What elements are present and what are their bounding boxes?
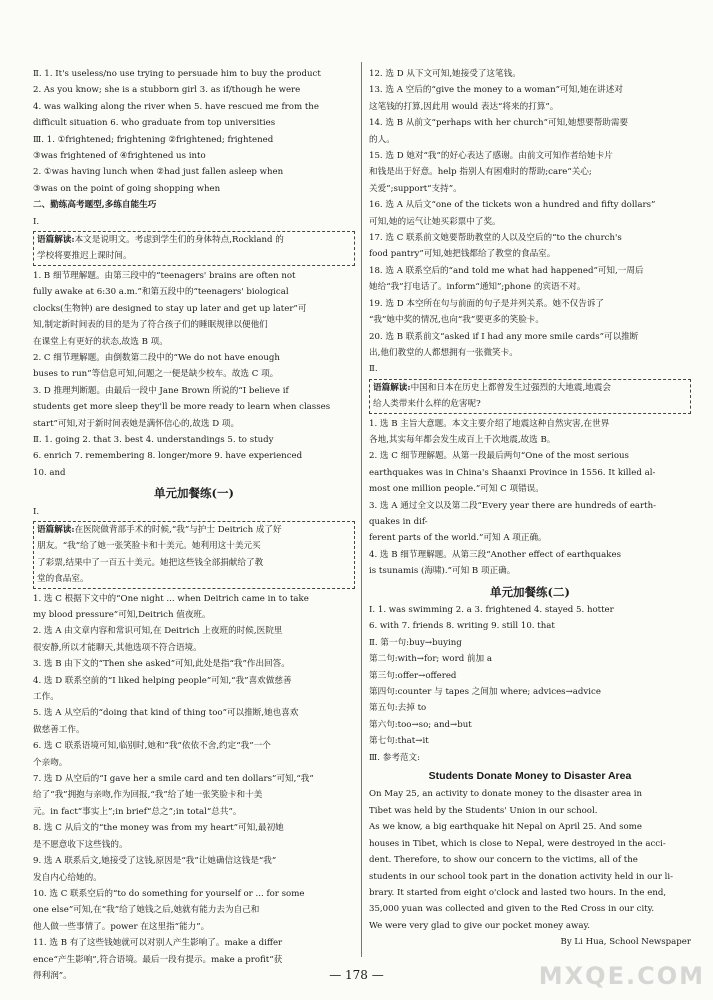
answers-block-5 [369,602,691,766]
answer-line: 16. 选 A 从后文“one of the tickets won a hundred and fifty dollars” [369,200,656,211]
essay-title: Students Donate Money to Disaster Area [428,770,632,783]
answer-line: food pantry”可知,她把钱都给了教堂的食品室。 [369,249,556,260]
roman-heading: Ⅰ. [33,216,40,227]
text-line: ③was frightened of ④frightened us into [33,151,206,162]
answer-line: 在课堂上有更好的状态,故选 B 项。 [33,336,168,347]
answer-line: 他人做一些事情了。power 在这里指“能力”。 [33,921,210,932]
answer-line: 2. 选 C 细节理解题。从第一段最后两句“One of the most serious [369,451,629,462]
answer-line: 工作。 [33,692,59,703]
left-column [33,66,355,984]
text-line: difficult situation 6. who graduate from top universities [33,118,276,129]
text-line: 4. was walking along the river when 5. have rescued me from the [33,101,319,112]
answer-line: 6. enrich 7. remembering 8. longer/more 9. have experienced [33,451,303,462]
answer-line: 1. 选 B 主旨大意题。本文主要介绍了地震这种自然灾害,在世界 [369,418,610,429]
answers-block-3 [369,66,691,378]
answer-line: one else”可知,在“我”给了她钱之后,她就有能力去为自己和 [33,905,260,916]
answer-line: 5. 选 A 从空后的“doing that kind of thing too”可以推断,她也喜欢 [33,708,299,719]
answer-line: 第七句:that→it [369,736,429,747]
answer-line: Ⅱ. 1. going 2. that 3. best 4. understandings 5. to study [33,434,274,445]
passage-note-text [37,525,351,588]
answer-line: 可知,她的运气让她买彩票中了奖。 [369,216,501,227]
answer-line: 17. 选 C 联系前文她要帮助教堂的人以及空后的“to the church's [369,233,622,244]
right-column [369,66,691,951]
answer-line: 得利润”。 [33,970,72,981]
answer-line: 做慈善工作。 [33,724,85,735]
answer-line: Ⅰ. 1. was swimming 2. a 3. frightened 4. stayed 5. hotter [369,605,614,615]
answer-line: 出,他们教堂的人都想拥有一张微笑卡。 [369,347,518,358]
note-line: 给人类带来什么样的危害呢? [373,399,481,410]
answer-line: earthquakes was in China's Shaanxi Province in 1556. It killed al- [369,467,656,478]
answer-line: 4. 选 B 细节理解题。从第三段“Another effect of earthquakes [369,549,621,560]
answer-line: 11. 选 B 有了这些钱她就可以对别人产生影响了。make a differ [33,938,283,949]
note-line: 中国和日本在历史上都曾发生过强烈的大地震,地震会 [410,382,611,393]
page-number: — 178 — [329,968,384,982]
answer-line: 12. 选 D 从下文可知,她接受了这笔钱。 [369,69,521,79]
answer-line: 10. and [33,467,66,478]
passage-note-box-2 [33,521,355,589]
answers-block-4 [369,416,691,580]
column-divider [361,62,362,957]
answer-line: 10. 选 C 联系空后的“to do something for yourself or ... for some [33,888,305,899]
answer-line: Ⅱ. [369,364,378,375]
essay-line: 35,000 yuan was collected and given to the Red Cross in our city. [369,904,655,915]
answer-line: 第五句:去掉 to [369,703,427,714]
note-line: 在医院做背部手术的时候,“我”与护士 Deitrich 成了好 [74,524,282,535]
answer-line: 3. 选 A 通过全文以及第二段“Every year there are hundreds of earth- [369,500,657,511]
essay-line: dent. Therefore, to show our concern to the victims, all of the [369,855,638,866]
roman-heading: Ⅰ. [33,506,40,517]
answer-line: 她给“我”打电话了。inform“通知”;phone 的宾语不对。 [369,282,586,293]
answer-line: 的人。 [369,134,395,145]
essay-signature: By Li Hua, School Newspaper [560,937,691,948]
answer-line: 18. 选 A 联系空后的“and told me what had happened”可知,一周后 [369,265,644,276]
essay-line: Tibet was held by the Students' Union in our school. [369,805,598,816]
answer-line: “我”她中奖的情况,也向“我”要更多的笑脸卡。 [369,315,544,326]
answer-line: buses to run”等信息可知,问题之一便是缺少校车。故选 C 项。 [33,369,279,380]
section-title-2: 单元加餐练(二) [490,584,570,599]
answer-line: 14. 选 B 从前文“perhaps with her church”可知,她想要帮助需要 [369,118,629,129]
answer-line: 3. D 推理判断题。由最后一段中 Jane Brown 所说的“I believe if [33,385,289,396]
essay-line: We were very glad to give our pocket money away. [369,920,590,931]
answer-line: 各地,其实每年都会发生成百上千次地震,故选 B。 [369,434,556,445]
left-pre-block [33,66,355,197]
text-line: ③was on the point of going shopping when [33,183,221,194]
answer-line: 20. 选 B 联系前文“asked if I had any more smile cards”可以推断 [369,331,639,342]
text-line: 2. As you know; she is a stubborn girl 3. as if/though he were [33,85,301,96]
answer-line: ferent parts of the world.”可知 A 项正确。 [369,533,547,544]
answer-line: 和钱是出于好意。help 指别人有困难时的帮助;care“关心; [369,167,592,178]
passage-note-label: 语篇解读: [37,524,75,535]
answer-line: 给了“我”拥抱与亲吻,作为回报,“我”给了她一张笑脸卡和十美 [33,790,263,801]
answer-line: 第三句:offer→offered [369,670,457,681]
answers-block-1 [33,268,355,481]
answer-line: 2. 选 A 由文章内容和常识可知,在 Deitrich 上夜班的时候,医院里 [33,626,283,637]
note-line: 堂的食品室。 [37,574,89,585]
text-line: Ⅲ. 1. ①frightened; frightening ②frightened; frightened [33,134,274,145]
answer-line: 第六句:too→so; and→but [369,719,472,730]
note-line: 朋友。“我”给了她一张笑脸卡和十美元。她利用这十美元买 [37,541,261,552]
note-line: 本文是说明文。考虑到学生们的身体特点,Rockland 的 [74,235,284,246]
answer-line: 这笔钱的打算,因此用 would 表达“将来的打算”。 [369,101,559,112]
essay-line: As we know, a big earthquake hit Nepal on April 25. And some [369,822,642,833]
answer-line: 第二句:with→for; word 前加 a [369,654,492,665]
answer-line: 19. 选 D 本空所在句与前面的句子是并列关系。她不仅告诉了 [369,298,605,309]
answer-line: students get more sleep they'll be more ready to learn when classes [33,402,331,413]
answer-line: 6. with 7. friends 8. writing 9. still 10. that [369,621,555,632]
section-title-1: 单元加餐练(一) [154,486,234,501]
answer-line: ence“产生影响”,符合语境。最后一段有提示。make a profit“获 [33,954,283,965]
essay-line: houses in Tibet, which is close to Nepal, were destroyed in the acci- [369,838,666,849]
answer-line: 1. 选 C 根据下文中的“One night ... when Deitrich came in to take [33,593,309,604]
answer-line: fully awake at 6:30 a.m.”和第五段中的“teenagers' biological [33,287,289,298]
answer-line: quakes in dif- [369,516,428,527]
text-line: 2. ①was having lunch when ②had just fallen asleep when [33,167,284,178]
passage-note-text [37,235,351,265]
answer-line: 1. B 细节理解题。由第三段中的“teenagers' brains are often not [33,270,296,281]
passage-note-box-1 [33,231,355,266]
answer-line: 4. 选 D 联系空前的“I liked helping people”可知,“我”喜欢做慈善 [33,675,292,686]
answer-line: 8. 选 C 从后文的“the money was from my heart”可知,最初她 [33,823,284,834]
answer-line: Ⅱ. 第一句:buy→buying [369,637,462,648]
answer-line: 个亲吻。 [33,757,68,768]
note-line: 学校将要推迟上课时间。 [37,251,132,262]
answer-line: 发自内心给她的。 [33,872,102,883]
answer-line: 第四句:counter 与 tapes 之间加 where; advices→advice [369,687,601,698]
answer-line: 元。in fact“事实上”;in brief“总之”;in total“总共”。 [33,806,242,817]
section-heading: 二、勤练高考题型,多练自能生巧 [33,200,157,211]
essay-body [369,786,691,934]
answer-line: 9. 选 A 联系后文,她接受了这钱,原因是“我”让她确信这钱是“我” [33,856,277,867]
answer-line: clocks(生物钟) are designed to stay up later and get up later”可 [33,303,307,314]
passage-note-text [373,383,687,413]
answer-line: start”可知,对于新时间表她是满怀信心的,故选 D 项。 [33,418,240,429]
answer-line: 15. 选 D 她对“我”的好心表达了感谢。由前文可知作者给她卡片 [369,151,613,162]
answers-block-2 [33,591,355,985]
answer-line: 是不愿意收下这些钱的。 [33,839,128,850]
answer-line: 6. 选 C 联系语境可知,临别时,她和“我”依依不舍,约定“我”一个 [33,741,271,752]
passage-note-label: 语篇解读: [373,382,411,393]
answer-line: 很安静,所以才能聊天,其他选项不符合语境。 [33,642,202,653]
passage-note-label: 语篇解读: [37,235,75,246]
watermark-logo: MXQE.COM [538,962,705,990]
essay-line: brary. It started from eight o'clock and lasted two hours. In the end, [369,887,667,898]
answer-line: Ⅲ. 参考范文: [369,752,421,763]
answer-line: 2. C 细节理解题。由倒数第二段中的“We do not have enough [33,352,280,363]
answer-line: 7. 选 D 从空后的“I gave her a smile card and ten dollars”可知,“我” [33,774,314,785]
answer-line: 13. 选 A 空后的“give the money to a woman”可知,她在讲述对 [369,85,623,96]
answer-line: is tsunamis (海啸).”可知 B 项正确。 [369,566,516,577]
essay-line: On May 25, an activity to donate money to the disaster area in [369,789,643,800]
answer-line: my blood pressure”可知,Deitrich 值夜班。 [33,610,211,620]
passage-note-box-3 [369,379,691,414]
answer-line: most one million people.”可知 C 项错误。 [369,484,544,495]
answer-line: 知,制定新时间表的目的是为了符合孩子们的睡眠规律以便他们 [33,320,268,331]
essay-line: students in our school took part in the donation activity held in our li- [369,871,674,882]
text-line: Ⅱ. 1. It's useless/no use trying to persuade him to buy the product [33,69,321,79]
note-line: 了彩票,结果中了一百五十美元。她把这些钱全部捐献给了教 [37,557,264,568]
answer-line: 3. 选 B 由下文的“Then she asked”可知,此处是指“我”作出回答。 [33,659,290,670]
answer-line: 关爱”;support“支持”。 [369,183,462,194]
